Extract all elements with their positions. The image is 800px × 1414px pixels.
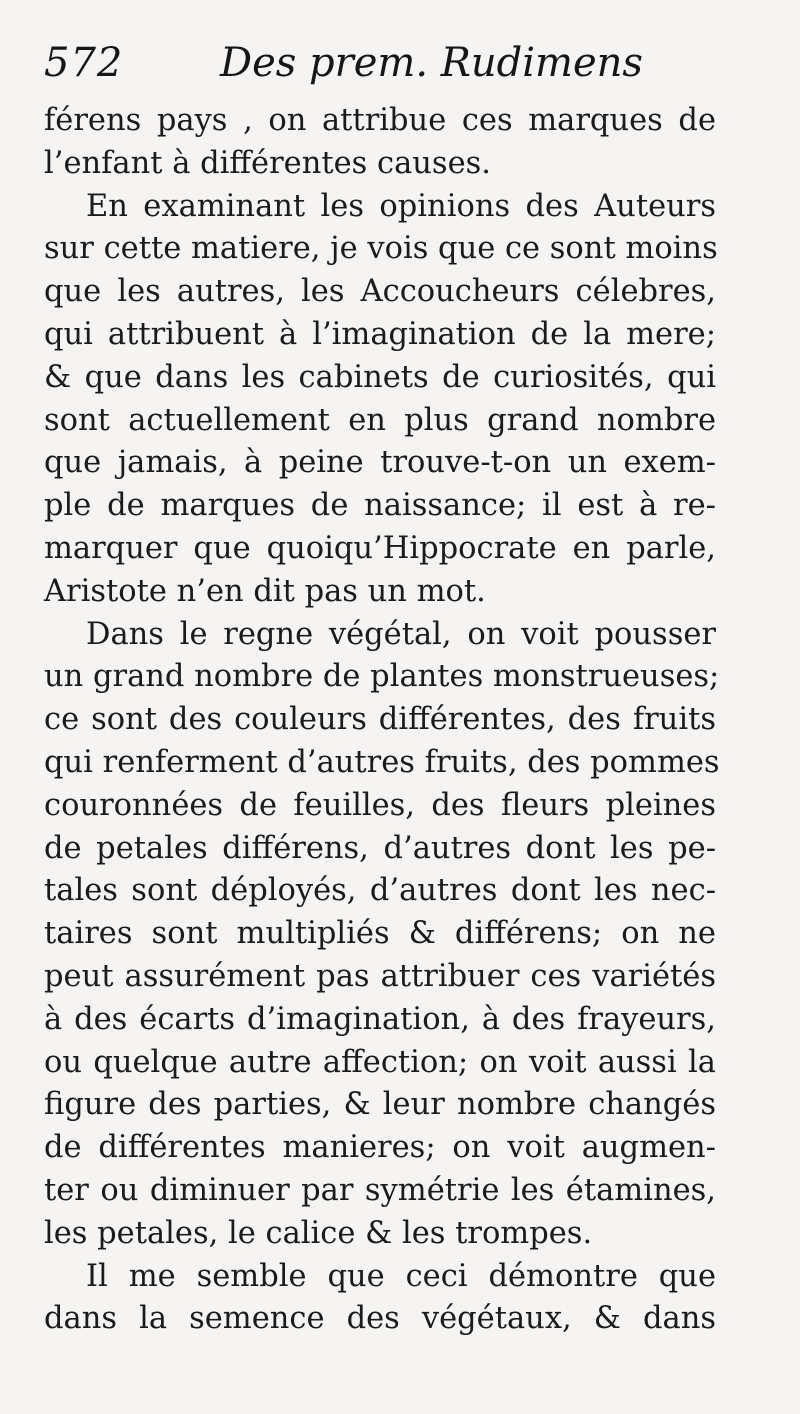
paragraph: [44, 186, 716, 614]
paragraph: [44, 100, 716, 186]
text-line: férens pays , on attribue ces marques de: [44, 103, 716, 138]
text-line: ou quelque autre affection; on voit aussi la: [44, 1044, 716, 1080]
text-line: En examinant les opinions des Auteurs: [86, 188, 716, 224]
text-line: ple de marques de naissance; il est à re-: [44, 488, 716, 524]
text-line: marquer que quoiqu’Hippocrate en parle,: [44, 530, 716, 566]
running-title: Des prem. Rudimens: [220, 40, 643, 86]
text-line: figure des parties, & leur nombre changés: [44, 1087, 716, 1123]
text-line: à des écarts d’imagination, à des frayeurs,: [44, 1001, 716, 1037]
text-line: Aristote n’en dit pas un mot.: [44, 573, 486, 609]
text-line: sur cette matiere, je vois que ce sont moins: [44, 231, 718, 267]
body-text: [44, 100, 720, 1341]
text-line: de petales différens, d’autres dont les pe-: [44, 830, 716, 866]
text-line: que les autres, les Accoucheurs célebres,: [44, 274, 716, 310]
paragraph: [44, 614, 720, 1256]
text-line: que jamais, à peine trouve-t-on un exem-: [44, 445, 716, 481]
text-line: qui attribuent à l’imagination de la mere;: [44, 316, 716, 352]
text-line: de différentes manieres; on voit augmen-: [44, 1130, 716, 1166]
text-line: couronnées de feuilles, des fleurs pleines: [44, 787, 716, 823]
paragraph: [44, 1256, 716, 1342]
text-line: dans la semence des végétaux, & dans: [44, 1301, 716, 1337]
text-line: ter ou diminuer par symétrie les étamines,: [44, 1172, 716, 1208]
text-line: taires sont multipliés & différens; on ne: [44, 916, 716, 952]
text-line: tales sont déployés, d’autres dont les nec-: [44, 873, 716, 909]
text-line: un grand nombre de plantes monstrueuses;: [44, 659, 720, 695]
page-header: [44, 40, 724, 96]
text-line: l’enfant à différentes causes.: [44, 145, 491, 181]
text-line: & que dans les cabinets de curiosités, qui: [44, 359, 716, 395]
text-line: sont actuellement en plus grand nombre: [44, 402, 716, 438]
text-line: Dans le regne végétal, on voit pousser: [86, 616, 716, 652]
text-line: ce sont des couleurs différentes, des fruits: [44, 702, 716, 738]
text-line: peut assurément pas attribuer ces variétés: [44, 958, 716, 994]
page-number: 572: [44, 40, 124, 86]
text-line: les petales, le calice & les trompes.: [44, 1215, 593, 1251]
text-line: Il me semble que ceci démontre que: [86, 1258, 716, 1294]
text-line: qui renferment d’autres fruits, des pommes: [44, 744, 720, 780]
